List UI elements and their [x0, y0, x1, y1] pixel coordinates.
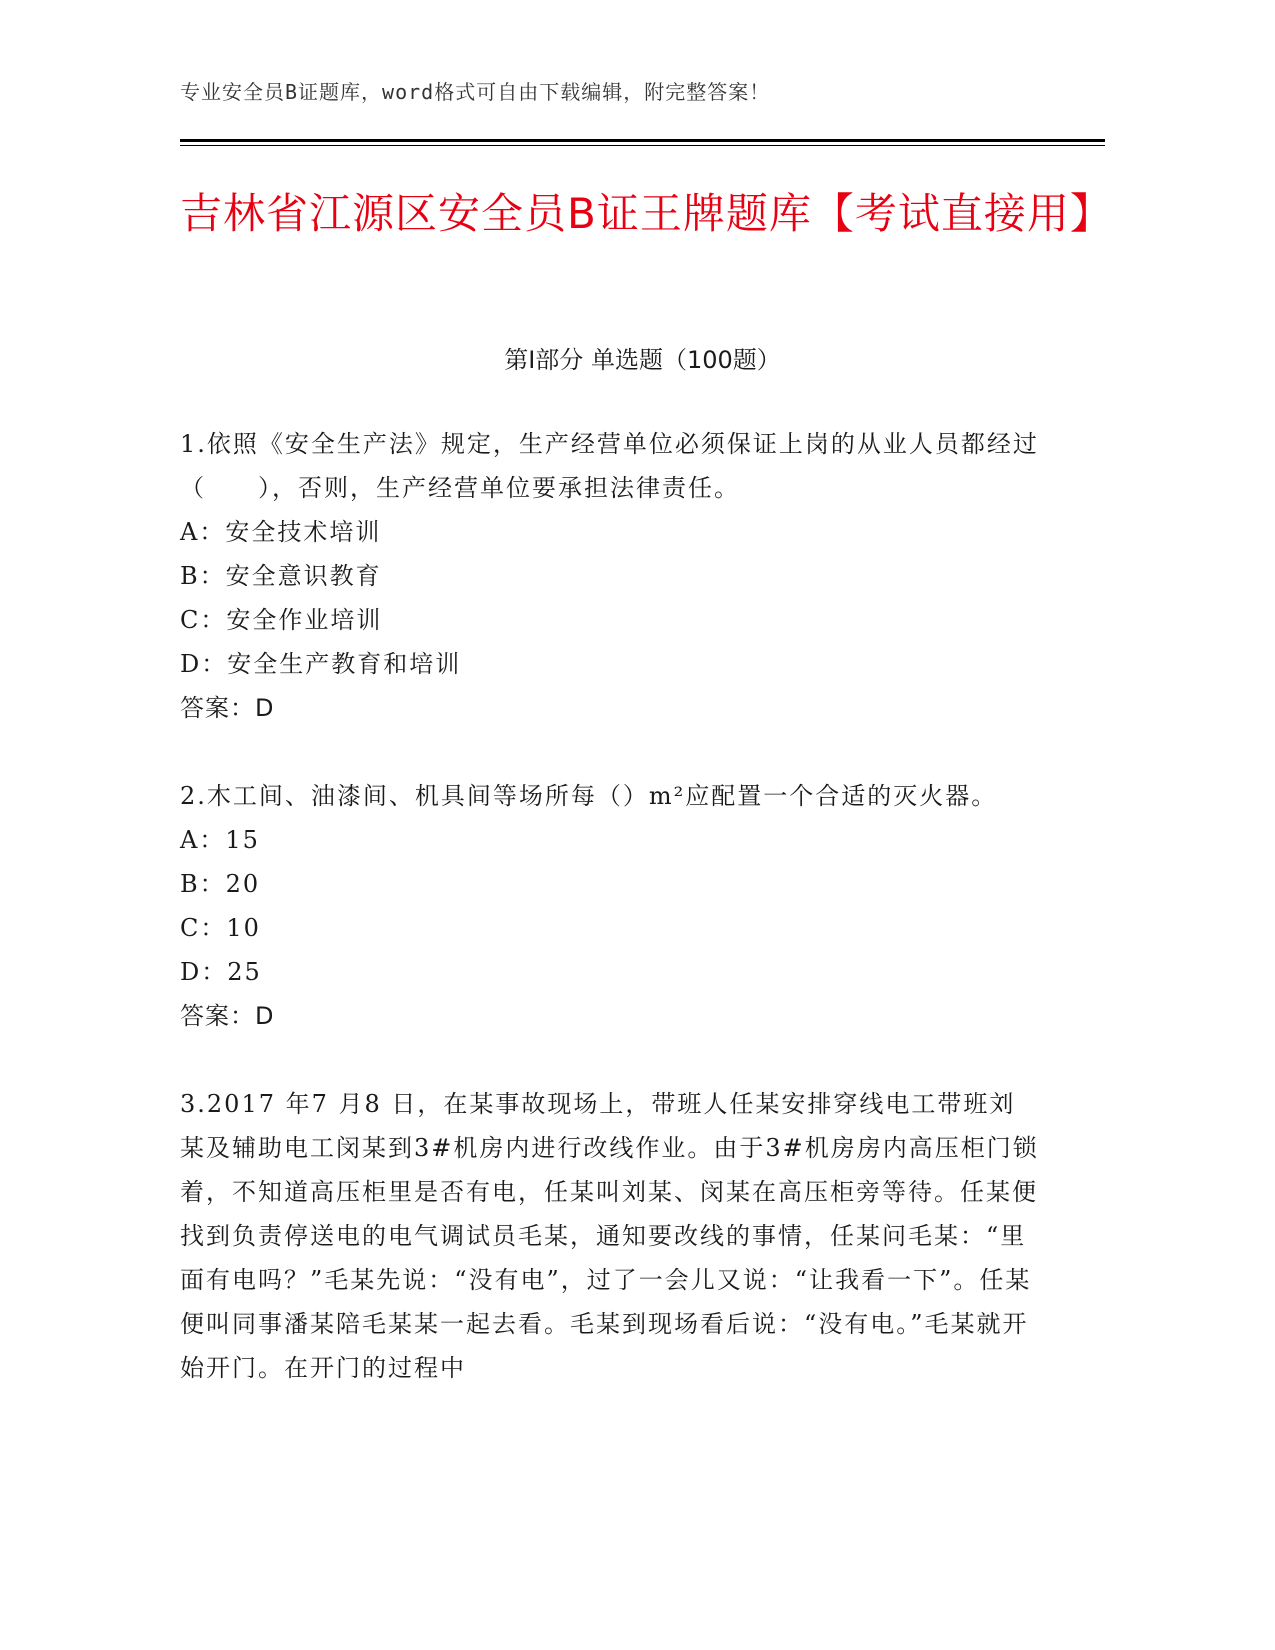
- header-note: 专业安全员B证题库，word格式可自由下载编辑，附完整答案！: [180, 80, 771, 104]
- option-d: D：25: [180, 958, 262, 986]
- question-stem: 3.2017 年7 月8 日，在某事故现场上，带班人任某安排穿线电工带班刘某及辅助电工闵某到3#机房内进行改线作业。由于3#机房房内高压柜门锁着，不知道高压柜里是否有电，任某叫刘某、闵某在高压柜旁等待。任某便找到负责停送电的电气调试员毛某，通知要改线的事情，任某问毛某：“里面有电吗？”毛某先说：“没有电”，过了一会儿又说：“让我看一下”。任某便叫同事潘某陪毛某某一起去看。毛某到现场看后说：“没有电。”毛某就开始开门。在开门的过程中: [180, 1090, 1039, 1382]
- question-stem: 2.木工间、油漆间、机具间等场所每（）m²应配置一个合适的灭火器。: [180, 782, 998, 810]
- answer-label: 答案：D: [180, 1002, 275, 1030]
- option-c: C：安全作业培训: [180, 606, 383, 634]
- answer-label: 答案：D: [180, 694, 275, 722]
- option-b: B：安全意识教育: [180, 562, 382, 590]
- option-a: A：安全技术培训: [180, 518, 382, 546]
- option-b: B：20: [180, 870, 261, 898]
- header-rule-thick: [180, 139, 1105, 142]
- document-title: 吉林省江源区安全员B证王牌题库【考试直接用】: [180, 189, 1113, 238]
- question-item: [180, 422, 1040, 730]
- header-rule-thin: [180, 145, 1105, 146]
- question-stem: 1.依照《安全生产法》规定，生产经营单位必须保证上岗的从业人员都经过（ ），否则，生产经营单位要承担法律责任。: [180, 430, 1039, 502]
- question-list: [180, 422, 1040, 1434]
- option-d: D：安全生产教育和培训: [180, 650, 462, 678]
- question-item: [180, 774, 1040, 1038]
- option-a: A：15: [180, 826, 260, 854]
- section-heading: 第I部分 单选题（100题）: [504, 346, 781, 374]
- question-item: [180, 1082, 1040, 1390]
- option-c: C：10: [180, 914, 261, 942]
